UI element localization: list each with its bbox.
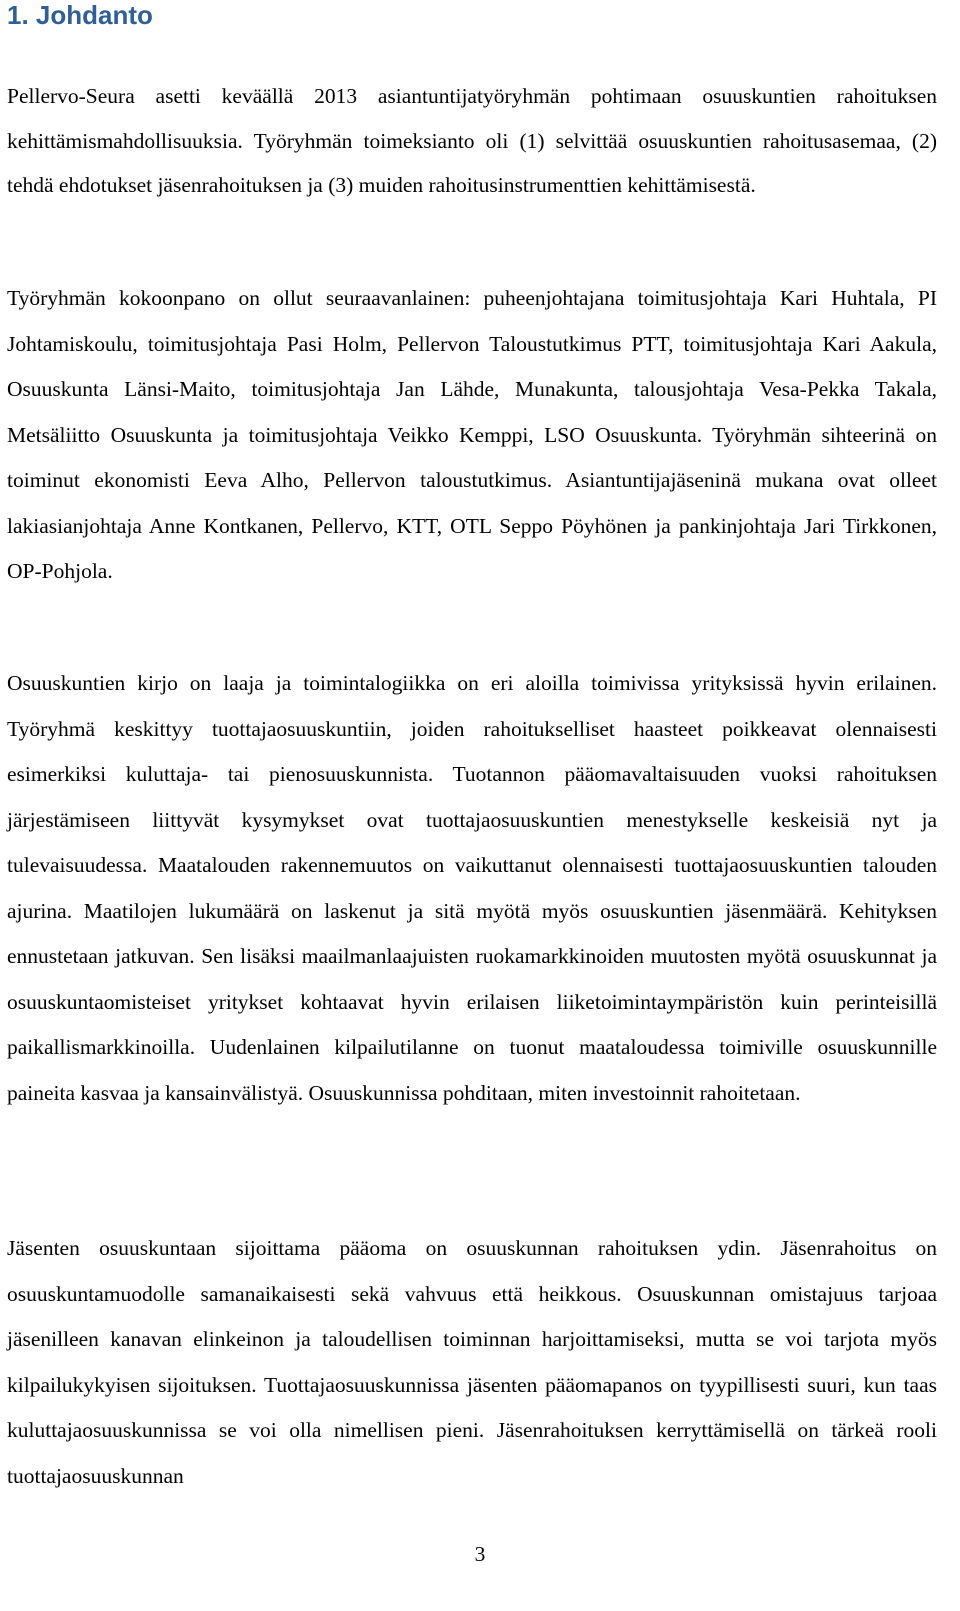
paragraph-introduction: Pellervo-Seura asetti keväällä 2013 asiantuntijatyöryhmän pohtimaan osuuskuntien rahoituksen kehittämismahdollisuuksia. Työryhmän toimeksianto oli (1) selvittää osuuskuntien rahoitusasemaa, (2) tehdä ehdotukset jäsenrahoituksen ja (3) muiden rahoitusinstrumenttien kehittämisestä. xyxy=(7,84,937,197)
paragraph-member-capital: Jäsenten osuuskuntaan sijoittama pääoma on osuuskunnan rahoituksen ydin. Jäsenrahoitus on osuuskuntamuodolle samanaikaisesti sekä vahvuus että heikkous. Osuuskunnan omistajuus tarjoaa jäsenilleen kanavan elinkeinon ja taloudellisen toiminnan harjoittamiseksi, mutta se voi tarjota myös kilpailukykyisen sijoituksen. Tuottajaosuuskunnissa jäsenten pääomapanos on tyypillisesti suuri, kun taas kuluttajaosuuskunnissa se voi olla nimellisen pieni. Jäsenrahoituksen kerryttämisellä on tärkeä rooli tuottajaosuuskunnan xyxy=(7,1236,937,1488)
paragraph-working-group: Työryhmän kokoonpano on ollut seuraavanlainen: puheenjohtajana toimitusjohtaja Kari Huhtala, PI Johtamiskoulu, toimitusjohtaja Pasi Holm, Pellervon Taloustutkimus PTT, toimitusjohtaja Kari Aakula, Osuuskunta Länsi-Maito, toimitusjohtaja Jan Lähde, Munakunta, talousjohtaja Vesa-Pekka Takala, Metsäliitto Osuuskunta ja toimitusjohtaja Veikko Kemppi, LSO Osuuskunta. Työryhmän sihteerinä on toiminut ekonomisti Eeva Alho, Pellervon taloustutkimus. Asiantuntijajäseninä mukana ovat olleet lakiasianjohtaja Anne Kontkanen, Pellervo, KTT, OTL Seppo Pöyhönen ja pankinjohtaja Jari Tirkkonen, OP-Pohjola. xyxy=(7,286,937,583)
paragraph-cooperative-diversity: Osuuskuntien kirjo on laaja ja toimintalogiikka on eri aloilla toimivissa yrityksissä hyvin erilainen. Työryhmä keskittyy tuottajaosuuskuntiin, joiden rahoitukselliset haasteet poikkeavat olennaisesti esimerkiksi kuluttaja- tai pienosuuskunnista. Tuotannon pääomavaltaisuuden vuoksi rahoituksen järjestämiseen liittyvät kysymykset ovat tuottajaosuuskuntien menestykselle keskeisiä nyt ja tulevaisuudessa. Maatalouden rakennemuutos on vaikuttanut olennaisesti tuottajaosuuskuntien talouden ajurina. Maatilojen lukumäärä on laskenut ja sitä myötä myös osuuskuntien jäsenmäärä. Kehityksen ennustetaan jatkuvan. Sen lisäksi maailmanlaajuisten ruokamarkkinoiden muutosten myötä osuuskunnat ja osuuskuntaomisteiset yritykset kohtaavat hyvin erilaisen liiketoimintaympäristön kuin perinteisillä paikallismarkkinoilla. Uudenlainen kilpailutilanne on tuonut maataloudessa toimiville osuuskunnille paineita kasvaa ja kansainvälistyä. Osuuskunnissa pohditaan, miten investoinnit rahoitetaan. xyxy=(7,671,937,1105)
page-number: 3 xyxy=(474,1542,486,1566)
section-heading: 1. Johdanto xyxy=(7,0,153,30)
